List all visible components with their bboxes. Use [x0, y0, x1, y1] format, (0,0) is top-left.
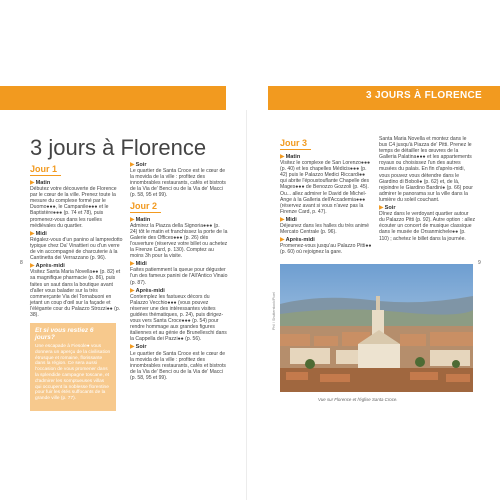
slot-heading: ▶Midi — [130, 261, 147, 268]
paragraph: Admirez la Piazza della Signoria●●● (p. 24) tôt le matin et franchissez la porte de la Galerie des Offices●●● (p. 26) dès l'ouverture (réservez votre billet ou achetez la Firenze Card, p. 130). Comptez au moins 3h pour la visite. — [130, 222, 228, 260]
tip-box-title: Et si vous restiez 6 jours? — [35, 327, 94, 341]
slot-heading: ▶Soir — [379, 205, 396, 212]
column-day1 — [30, 162, 124, 318]
triangle-icon: ▶ — [30, 263, 35, 270]
paragraph: Le quartier de Santa Croce est le cœur de la movida de la ville : profitez des innombrables restaurants, cafés et bistrots de la Via de' Benci ou de la Via de' Macci (p. 58, 95 et 99). — [130, 350, 226, 381]
slot-heading: ▶Midi — [280, 216, 297, 223]
slot-heading: ▶Midi — [30, 230, 47, 237]
tip-box-text: Une escapade à Fiesole● vous donnera un aperçu de la civilisation étrusque et romaine, florissante dans la région. Ce sera aussi l'occasion de vous promener dans la splendide campagne toscane, et d'admirer les somptueuses villas qui occupent la noblesse florentine pour fuir les étés suffocants de la grande ville (p. 77). — [35, 344, 111, 402]
column-day3-continued — [379, 136, 475, 242]
paragraph: Régalez-vous d'un panino al lampredotto typique chez Da' Vinattieri ou d'un verre de vin accompagné de charcuterie à la Cantinetta dei Verrazzano (p. 96). — [30, 236, 123, 262]
triangle-icon: ▶ — [30, 180, 35, 186]
triangle-icon: ▶ — [130, 162, 135, 168]
slot-heading: ▶Matin — [130, 216, 151, 223]
triangle-icon: ▶ — [130, 344, 135, 351]
triangle-icon: ▶ — [280, 216, 285, 223]
paragraph: Faites patiemment la queue pour déguster l'un des fameux panini de l'All'Antico Vinaio (p. 87). — [130, 267, 228, 286]
section-title: 3 JOURS À FLORENCE — [366, 90, 482, 101]
paragraph: Visitez Santa Maria Novella●● (p. 82) et sa magnifique pharmacie (p. 86), puis faites un saut dans la boutique avant d'aller vous balader sur la très commerçante Via del Tornabuoni en jetant un coup d'œil sur la façade et l'élégante cour du Palazzo Strozzi●● (p. 38). — [30, 269, 121, 318]
tip-box — [30, 323, 116, 411]
paragraph: Promenez-vous jusqu'au Palazzo Pitti●● (p. 60) où rejoignez la gare. — [280, 243, 372, 256]
triangle-icon: ▶ — [280, 154, 285, 160]
triangle-icon: ▶ — [379, 205, 384, 212]
column-day3 — [280, 136, 372, 256]
page-title: 3 jours à Florence — [30, 135, 207, 160]
triangle-icon: ▶ — [130, 216, 135, 223]
paragraph: Débutez votre découverte de Florence par le cœur de la ville. Prenez toute la mesure du complexe formé par le Duomo●●●, le Campanile●●● et le Baptistère●●● (p. 74 et 78), puis promenez-vous dans les ruelles médiévales du quartier. — [30, 186, 117, 229]
photo-credit: Phil / Shutterstock/Pixel — [272, 292, 276, 330]
day-heading: Jour 3 — [280, 138, 311, 150]
slot-heading: ▶Après-midi — [280, 237, 315, 244]
photo-caption: Vue sur Florence et l'église Santa Croce. — [318, 397, 398, 402]
triangle-icon: ▶ — [30, 230, 35, 237]
paragraph: Contemplez les fastueux décors du Palazzo Vecchio●●● (vous pouvez réserver une des intéressantes visites guidées thématiques, p. 24), puis dirigez-vous vers Santa Croce●●● (p. 54) pour rendre hommage aux grandes figures italiennes et au génie de Brunelleschi dans la Cappella dei Pazzi●● (p. 56). — [130, 293, 227, 343]
triangle-icon: ▶ — [130, 261, 135, 268]
column-day2 — [130, 162, 228, 381]
paragraph: Le quartier de Santa Croce est le cœur de la movida de la ville : profitez des innombrables restaurants, cafés et bistrots de la Via de' Benci ou de la Via de' Macci (p. 58, 95 et 99). — [130, 168, 226, 199]
book-gutter — [246, 110, 247, 500]
slot-heading: ▶Soir — [130, 344, 147, 351]
slot-heading: ▶Après-midi — [30, 263, 65, 270]
day-heading: Jour 2 — [130, 201, 161, 213]
triangle-icon: ▶ — [130, 287, 135, 294]
triangle-icon: ▶ — [280, 237, 285, 244]
paragraph: Visitez le complexe de San Lorenzo●●● (p. 40) et les chapelles Médicis●●● (p. 42) puis le Palazzo Medici Riccardi●● qui abrite l'époustouflante Chapelle des Mages●●● de Benozzo Gozzoli (p. 45). Ou... allez admirer le David de Michel-Ange à la Galleria dell'Accademia●●● (réservez avant si vous n'avez pas la Firenze Card, p. 47). — [280, 160, 371, 215]
slot-heading: ▶Matin — [30, 180, 51, 186]
page-number-left: 8 — [20, 260, 23, 266]
paragraph: Santa Maria Novella et montez dans le bus C4 jusqu'à Piazza de' Pitti. Prenez le temps de détailler les œuvres de la Galleria Palatina●●● et les appartements royaux ou choisissez l'un des autres musées du palais. En fin d'après-midi, vous pouvez vous détendre dans le Giardino di Boboli● (p. 62) et, de là, rejoindre le Giardino Bardini● (p. 66) pour admirer le panorama sur la ville dans la lumière du soleil couchant. — [379, 136, 473, 203]
page-number-right: 9 — [478, 260, 481, 266]
header-band-right — [268, 86, 500, 110]
florence-photo — [280, 264, 473, 392]
paragraph: Dînez dans le verdoyant quartier autour du Palazzo Pitti (p. 92). Autre option : allez écouter un concert de musique classique dans le musée de Orsanmichele●● (p. 110) ; achetez le billet dans la journée. — [379, 211, 475, 242]
paragraph: Déjeunez dans les halles du très animé Mercato Centrale (p. 96). — [280, 223, 369, 236]
slot-heading: ▶Après-midi — [130, 287, 165, 294]
day-heading: Jour 1 — [30, 164, 61, 176]
slot-heading: ▶Soir — [130, 162, 147, 168]
slot-heading: ▶Matin — [280, 154, 301, 160]
header-band-left — [0, 86, 226, 110]
